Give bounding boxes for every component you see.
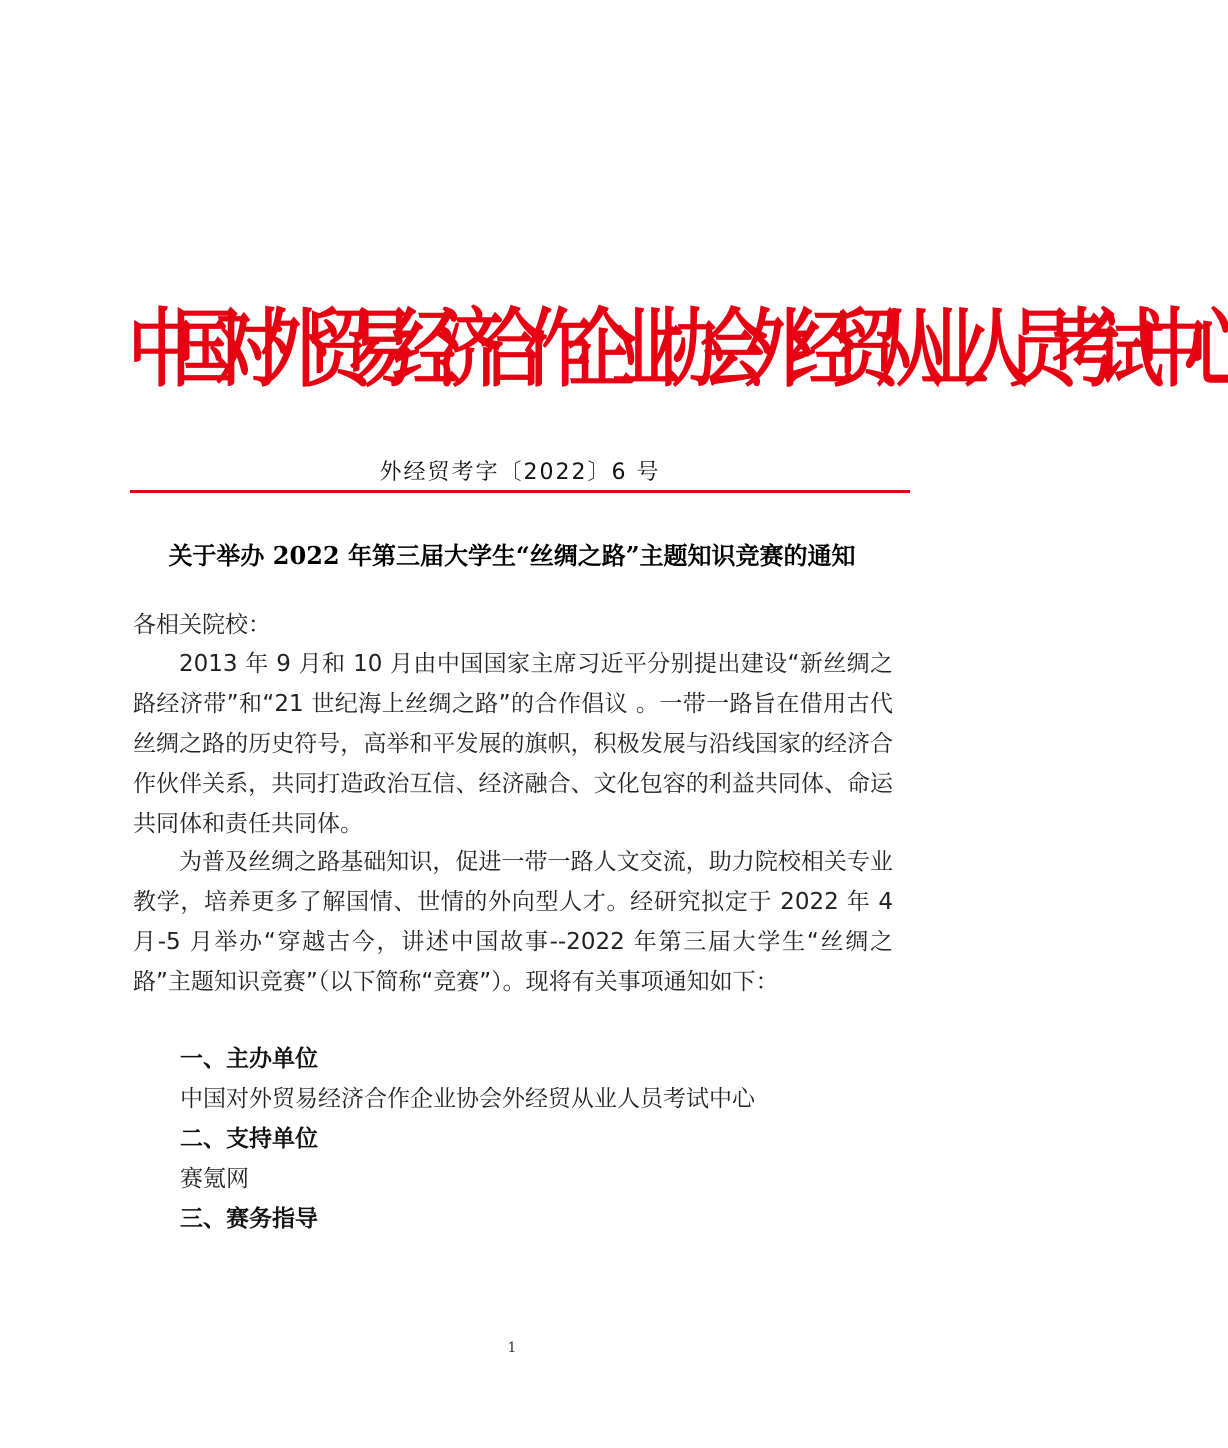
section-content-supporter: 赛氪网 — [180, 1166, 249, 1192]
notice-title: 关于举办 2022 年第三届大学生“丝绸之路”主题知识竞赛的通知 — [168, 541, 856, 570]
salutation: 各相关院校： — [133, 612, 271, 638]
section-content-organizer: 中国对外贸易经济合作企业协会外经贸从业人员考试中心 — [180, 1086, 755, 1112]
header-divider — [130, 490, 910, 493]
organization-header: 中国对外贸易经济合作企业协会外经贸从业人员考试中心 — [128, 301, 1228, 400]
section-heading-supporter: 二、支持单位 — [180, 1126, 318, 1152]
document-number: 外经贸考字〔2022〕6 号 — [379, 460, 661, 485]
page-number: 1 — [507, 1340, 517, 1356]
section-heading-organizer: 一、主办单位 — [180, 1046, 318, 1072]
section-heading-guidance: 三、赛务指导 — [180, 1206, 318, 1232]
body-paragraph: 2013 年 9 月和 10 月由中国国家主席习近平分别提出建设“新丝绸之路经济带”和“21 世纪海上丝绸之路”的合作倡议 。一带一路旨在借用古代丝绸之路的历史符号，高举和平发展的旗帜，积极发展与沿线国家的经济合作伙伴关系，共同打造政治互信、经济融合、文化包容的利益共同体、命运共同体和责任共同体。 — [133, 651, 893, 837]
body-paragraph: 为普及丝绸之路基础知识，促进一带一路人文交流，助力院校相关专业教学，培养更多了解国情、世情的外向型人才。经研究拟定于 2022 年 4 月-5 月举办“穿越古今，讲述中国故事--2022 年第三届大学生“丝绸之路”主题知识竞赛”（以下简称“竞赛”）。现将有关事项通知如下： — [133, 849, 893, 995]
